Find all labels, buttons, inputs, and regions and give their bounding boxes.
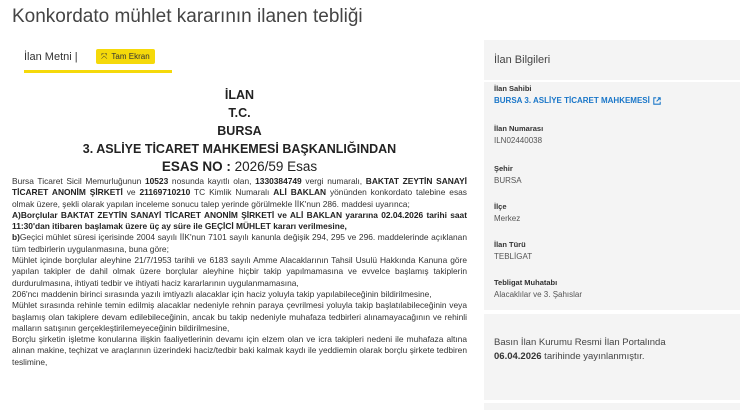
sidebar-title: İlan Bilgileri bbox=[494, 54, 551, 66]
notice-paragraph-2: A)Borçlular BAKTAT ZEYTİN SANAYİ TİCARET ANONİM ŞİRKETİ ve ALİ BAKLAN yararına 02.04.2026 tarihi saat 11:30'dan itibaren başlamak üzere üç ay süre ile GEÇİCİ MÜHLET kararı verilmesine, bbox=[12, 209, 467, 232]
fullscreen-button[interactable] bbox=[96, 49, 155, 64]
notice-paragraph-7: Borçlu şirketin işletme konularına ilişkin faaliyetlerinin devamı için elzem olan ve icra takipleri nedeni ile muhafaza altına alınan makine, teçhizat ve araçlarının üzerindeki haciz/tedbir baki kalmak kaydı ile yeddiemin olarak borçlu şirkete tedbiren teslimine, bbox=[12, 334, 467, 367]
sidebar-separator bbox=[484, 80, 740, 82]
field-value: TEBLİGAT bbox=[494, 252, 533, 261]
notice-heading-ilan: İLAN bbox=[224, 88, 255, 102]
sidebar-footer-section bbox=[484, 400, 740, 410]
field-ilan-sahibi bbox=[494, 84, 734, 105]
active-tab-indicator bbox=[24, 70, 172, 73]
field-value: Merkez bbox=[494, 214, 521, 223]
notice-paragraph-1: Bursa Ticaret Sicil Memurluğunun 10523 nosunda kayıtlı olan, 1330384749 vergi numaralı, BAKTAT ZEYTİN SANAYİ TİCARET ANONİM ŞİRKETİ ve 21169710210 TC Kimlik Numaralı ALİ BAKLAN yönünden konkordato talebine esas olmak üzere, şekli olarak yapılan inceleme sonucu talep yerinde görülmekle İİK'nun 286. maddesi uyarınca; bbox=[12, 176, 467, 209]
field-label: Tebligat Muhatabı bbox=[494, 278, 558, 287]
fullscreen-label: Tam Ekran bbox=[111, 52, 150, 61]
esas-no-value: 2026/59 Esas bbox=[234, 159, 318, 174]
publication-date: 06.04.2026 bbox=[494, 351, 542, 362]
field-sehir bbox=[494, 164, 734, 185]
sidebar-divider bbox=[484, 310, 740, 314]
field-value: ILN02440038 bbox=[494, 136, 543, 145]
notice-body bbox=[12, 176, 467, 368]
external-link-icon bbox=[653, 97, 661, 105]
expand-arrows-icon: ⤧ bbox=[101, 51, 108, 61]
page-title: Konkordato mühlet kararının ilanen tebliği bbox=[12, 6, 363, 27]
field-value: Alacaklılar ve 3. Şahıslar bbox=[494, 290, 583, 299]
notice-content bbox=[12, 86, 467, 410]
ilan-sahibi-link[interactable] bbox=[494, 96, 734, 105]
field-value: BURSA bbox=[494, 176, 522, 185]
notice-paragraph-6: Mühlet sırasında rehinle temin edilmiş alacaklar nedeniyle rehnin paraya çevrilmesi yoluyla takip başlatılabileceğinin veya başlamış olan takiplere devam edilebileceğinin, ancak bu takip nedeniyle muhafaza tedbirleri alınamayacağının ve rehinli malların satışının gerçekleştirilemeyeceğinin bildirilmesine, bbox=[12, 300, 467, 333]
notice-heading-city: BURSA bbox=[217, 124, 262, 138]
field-ilan-turu bbox=[494, 240, 734, 261]
field-label: İlçe bbox=[494, 202, 507, 211]
field-ilce bbox=[494, 202, 734, 223]
notice-heading-tc: T.C. bbox=[228, 106, 251, 120]
ilan-sahibi-value: BURSA 3. ASLİYE TİCARET MAHKEMESİ bbox=[494, 96, 650, 105]
field-label: Şehir bbox=[494, 164, 513, 173]
publication-note-prefix: Basın İlan Kurumu Resmi İlan Portalında bbox=[494, 337, 666, 348]
notice-paragraph-4: Mühlet içinde borçlular aleyhine 21/7/1953 tarihli ve 6183 sayılı Amme Alacaklarının Tahsil Usulü Hakkında Kanuna göre yapılan takipler de dahil olmak üzere borçlular aleyhine hiçbir takip yapılmamasına ve evvelce başlamış takiplerin durdurulmasına, ihtiyati tedbir ve ihtiyati haciz kararlarının uygulanmamasına, bbox=[12, 255, 467, 288]
field-label: İlan Numarası bbox=[494, 124, 544, 133]
field-ilan-numarasi bbox=[494, 124, 734, 145]
notice-paragraph-3: b)Geçici mühlet süresi içerisinde 2004 sayılı İİK'nun 7101 sayılı kanunla değişik 294, 295 ve 296. maddelerinde açıklanan tüm tedbirlerin uygulanmasına, buna göre; bbox=[12, 232, 467, 254]
notice-esas-no bbox=[12, 158, 467, 176]
notice-heading-court: 3. ASLİYE TİCARET MAHKEMESİ BAŞKANLIĞINDAN bbox=[82, 142, 397, 156]
field-label: İlan Türü bbox=[494, 240, 526, 249]
publication-note-suffix: tarihinde yayınlanmıştır. bbox=[541, 351, 645, 362]
field-label: İlan Sahibi bbox=[494, 84, 532, 93]
notice-paragraph-5: 206'ncı maddenin birinci sırasında yazılı imtiyazlı alacaklar için haciz yoluyla takip yapılabileceğinin bildirilmesine, bbox=[12, 288, 432, 299]
sidebar-ilan-bilgileri bbox=[484, 40, 740, 410]
publication-note bbox=[494, 336, 730, 364]
tab-ilan-metni[interactable]: İlan Metni | bbox=[24, 51, 78, 63]
esas-no-label: ESAS NO : bbox=[161, 159, 231, 174]
tab-bar bbox=[12, 46, 467, 68]
field-tebligat-muhatabi bbox=[494, 278, 734, 299]
